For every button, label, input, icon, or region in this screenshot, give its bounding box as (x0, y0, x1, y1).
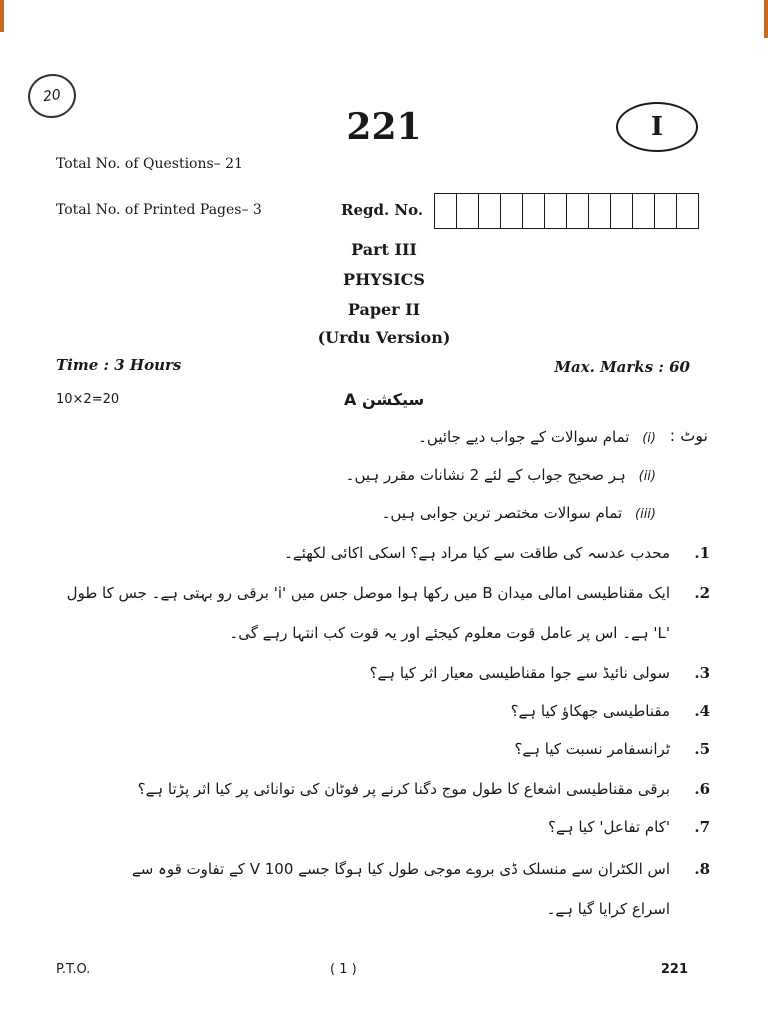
question-number: 5. (694, 740, 710, 758)
question-number: 6. (694, 780, 710, 798)
question-item (50, 900, 710, 918)
question-text: اسراع کرایا گیا ہے۔ (546, 900, 670, 918)
version-title: (Urdu Version) (317, 328, 451, 347)
question-item (50, 860, 710, 878)
total-pages: Total No. of Printed Pages– 3 (56, 202, 262, 218)
footer-page-number: ( 1 ) (330, 962, 357, 977)
question-item (50, 664, 710, 682)
question-number: 3. (694, 664, 710, 682)
marks-allocation: 10×2=20 (56, 392, 120, 407)
paper-title: Paper II (347, 300, 421, 319)
question-number: 7. (694, 818, 710, 836)
regd-label: Regd. No. (341, 201, 424, 219)
regd-box[interactable] (523, 194, 545, 228)
regd-box[interactable] (567, 194, 589, 228)
regd-box[interactable] (457, 194, 479, 228)
note-label: نوٹ : (669, 426, 708, 445)
footer-paper-code: 221 (660, 962, 688, 977)
regd-box[interactable] (611, 194, 633, 228)
exam-time: Time : 3 Hours (56, 356, 182, 374)
set-code-badge: I (616, 102, 698, 152)
note-item (382, 504, 656, 522)
question-text: ایک مقناطیسی امالی میدان B میں رکھا ہوا موصل جس میں 'i' برقی رو بہتی ہے۔ جس کا طول (66, 584, 670, 602)
question-text: محدب عدسہ کی طاقت سے کیا مراد ہے؟ اسکی اکائی لکھئے۔ (284, 544, 670, 562)
max-marks: Max. Marks : 60 (554, 358, 690, 376)
question-text: ٹرانسفامر نسبت کیا ہے؟ (514, 740, 670, 758)
section-heading: سیکشن A (344, 390, 425, 409)
question-text: 'L' ہے۔ اس پر عامل قوت معلوم کیجئے اور یہ قوت کب انتہا رہے گی۔ (229, 624, 670, 642)
question-number: 4. (694, 702, 710, 720)
regd-box[interactable] (655, 194, 677, 228)
total-questions: Total No. of Questions– 21 (56, 156, 243, 172)
question-number: 2. (694, 584, 710, 602)
question-item (50, 702, 710, 720)
regd-box[interactable] (545, 194, 567, 228)
note-text: تمام سوالات کے جواب دیے جائیں۔ (418, 428, 630, 446)
note-num: (i) (642, 431, 656, 446)
subject-title: PHYSICS (343, 270, 425, 289)
note-item (346, 466, 656, 484)
note-text: ہر صحیح جواب کے لئے 2 نشانات مقرر ہیں۔ (345, 466, 626, 484)
page-edge-left (0, 0, 4, 32)
question-item (50, 544, 710, 562)
page-edge-right (764, 0, 768, 38)
question-text: اس الکٹران سے منسلک ڈی بروے موجی طول کیا ہوگا جسے 100 V کے تفاوت قوہ سے (131, 860, 670, 878)
regd-number-boxes[interactable] (434, 193, 699, 229)
note-item (418, 428, 656, 446)
question-text: سولی نائیڈ سے جوا مقناطیسی معیار اثر کیا ہے؟ (369, 664, 670, 682)
note-text: تمام سوالات مختصر ترین جوابی ہیں۔ (381, 504, 623, 522)
question-item (50, 740, 710, 758)
question-number: 8. (694, 860, 710, 878)
regd-box[interactable] (589, 194, 611, 228)
question-item (50, 818, 710, 836)
regd-box[interactable] (677, 194, 698, 228)
question-item (50, 624, 710, 642)
regd-box[interactable] (435, 194, 457, 228)
question-text: مقناطیسی جھکاؤ کیا ہے؟ (510, 702, 670, 720)
note-num: (iii) (635, 507, 656, 522)
question-number: 1. (694, 544, 710, 562)
regd-box[interactable] (633, 194, 655, 228)
regd-box[interactable] (501, 194, 523, 228)
regd-box[interactable] (479, 194, 501, 228)
question-item (50, 780, 710, 798)
part-title: Part III (351, 240, 417, 259)
note-num: (ii) (638, 469, 656, 484)
question-text: برقی مقناطیسی اشعاع کا طول موج دگنا کرنے پر فوٹان کی توانائی پر کیا اثر پڑتا ہے؟ (137, 780, 670, 798)
circled-mark: 20 (25, 71, 79, 121)
paper-code-text: 221 (346, 106, 422, 148)
footer-pto: P.T.O. (56, 962, 91, 977)
question-text: 'کام تفاعل' کیا ہے؟ (548, 818, 670, 836)
question-item (50, 584, 710, 602)
